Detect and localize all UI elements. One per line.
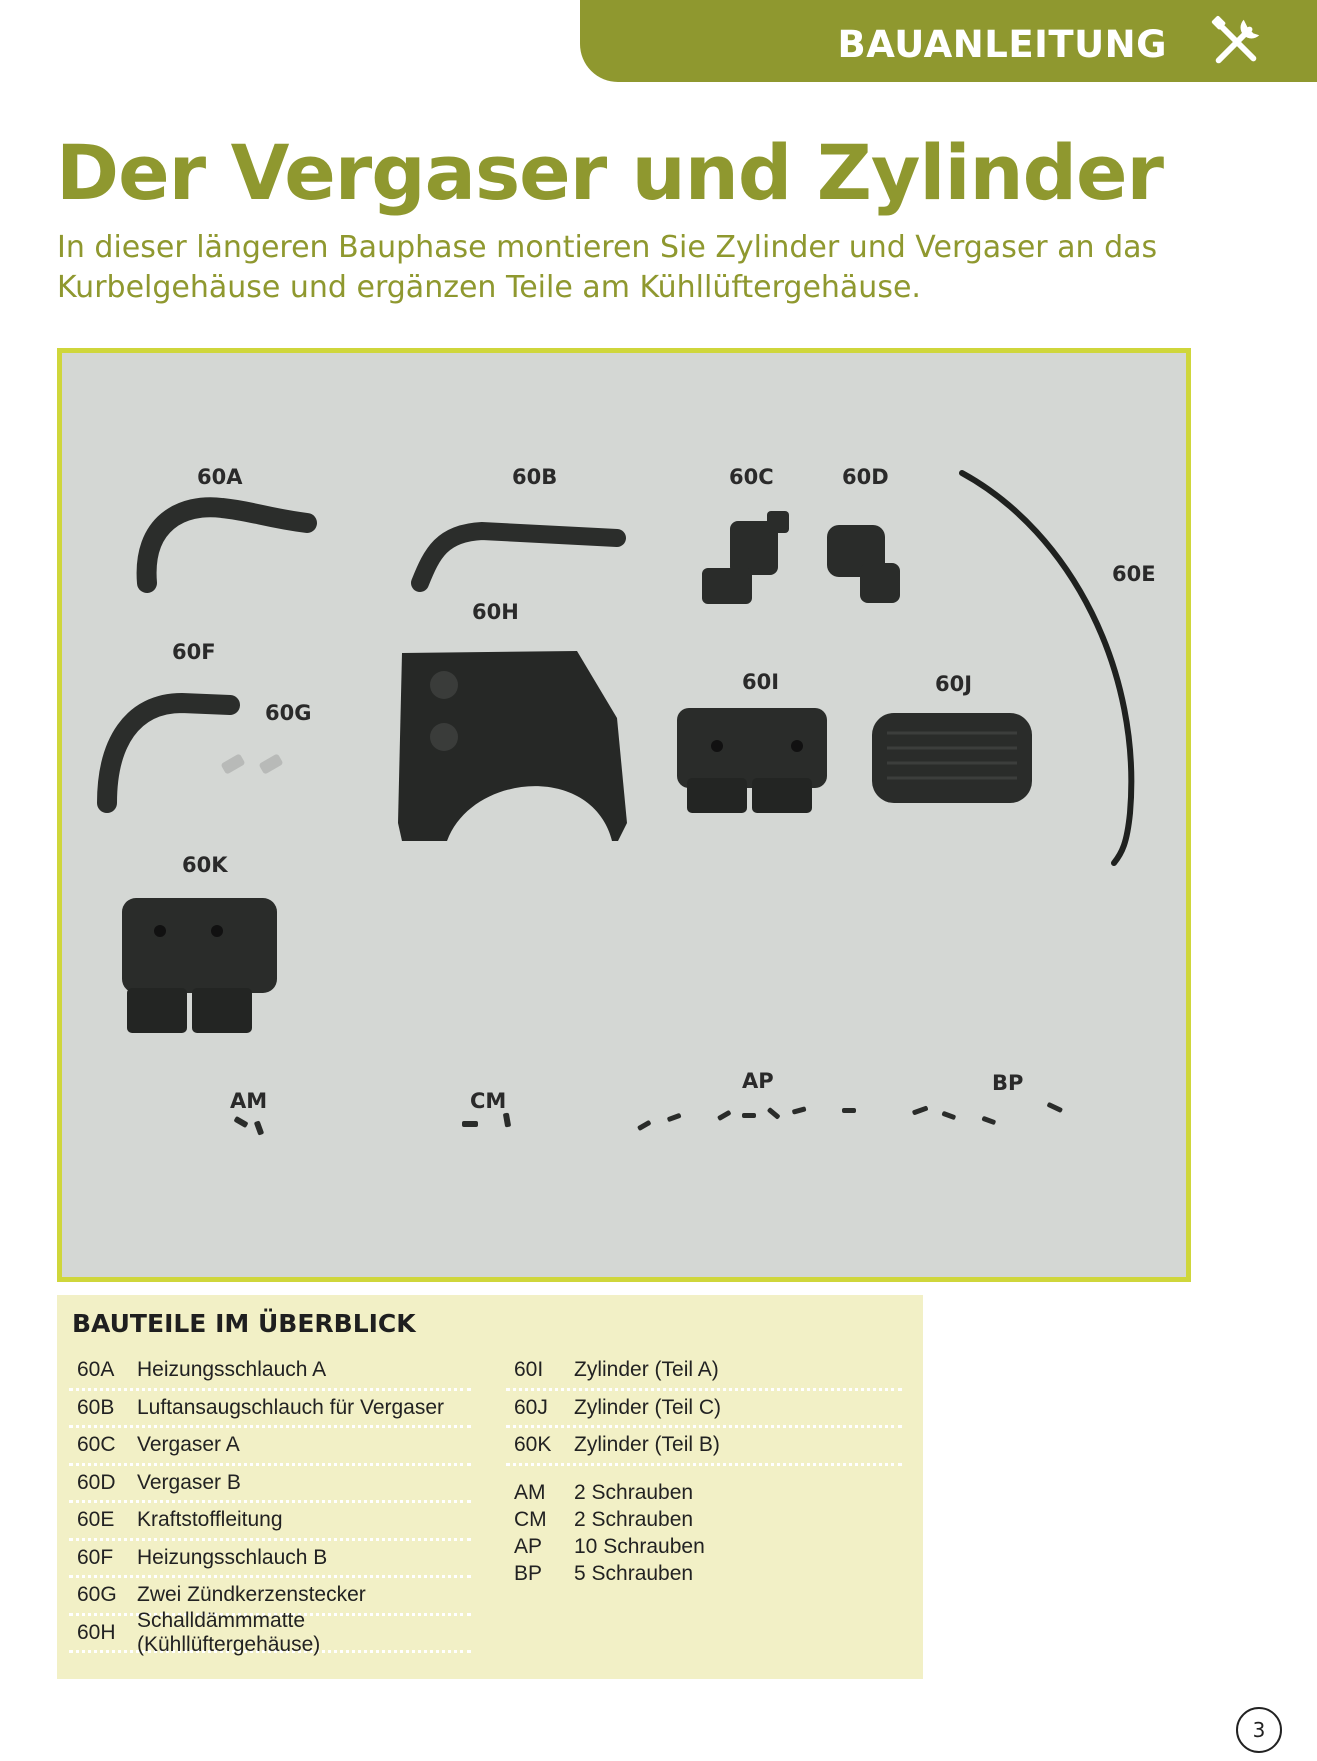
part-code: 60I [514, 1358, 544, 1382]
photo-label: 60F [172, 640, 216, 664]
screw-count: 10 Schrauben [574, 1535, 705, 1558]
part-row [506, 1391, 902, 1429]
photo-label: 60J [935, 672, 973, 696]
part-code: 60F [77, 1545, 114, 1569]
section-header-tab [580, 0, 1317, 82]
photo-label: 60I [742, 670, 780, 694]
parts-list-right [506, 1353, 902, 1588]
part-code: 60A [77, 1358, 115, 1382]
part-name: Vergaser A [137, 1433, 240, 1457]
part-row [69, 1466, 471, 1504]
photo-label: 60B [512, 465, 558, 489]
part-name: Zylinder (Teil B) [574, 1433, 720, 1457]
part-name: Zylinder (Teil A) [574, 1358, 719, 1382]
cylinder-60i [677, 708, 827, 813]
part-row [69, 1503, 471, 1541]
part-code: 60C [77, 1433, 116, 1457]
parts-photo [57, 348, 1191, 1282]
part-code: 60J [514, 1395, 548, 1419]
part-name: Schalldämmmatte (Kühllüftergehäuse) [137, 1608, 321, 1656]
part-name: Heizungsschlauch A [137, 1358, 327, 1382]
part-row [69, 1391, 471, 1429]
part-name: Zwei Zündkerzenstecker [137, 1583, 366, 1607]
screw-count: 5 Schrauben [574, 1562, 694, 1585]
part-code: 60E [77, 1508, 115, 1532]
part-row [506, 1353, 902, 1391]
parts-list-left [69, 1353, 471, 1656]
photo-label: CM [470, 1089, 507, 1113]
part-code: 60B [77, 1395, 115, 1419]
screw-count: 2 Schrauben [574, 1481, 694, 1504]
parts-heading: BAUTEILE IM ÜBERBLICK [72, 1309, 416, 1338]
part-row [69, 1541, 471, 1579]
part-row [506, 1428, 902, 1466]
page-number: 3 [1236, 1707, 1282, 1753]
part-row [69, 1353, 471, 1391]
part-code: 60H [77, 1620, 116, 1644]
photo-label: 60K [182, 853, 228, 877]
part-name: Kraftstoffleitung [137, 1508, 283, 1532]
parts-overview [57, 1295, 923, 1679]
part-name: Zylinder (Teil C) [574, 1395, 722, 1419]
photo-label: BP [992, 1071, 1024, 1095]
part-code: 60D [77, 1470, 116, 1494]
screw-list [506, 1480, 902, 1588]
screw-code: BP [514, 1562, 543, 1585]
screw-code: AP [514, 1535, 543, 1558]
part-row [69, 1608, 471, 1656]
parts-illustration [62, 353, 1186, 1277]
screw-code: AM [514, 1481, 546, 1504]
photo-label: 60H [472, 600, 519, 624]
part-name: Vergaser B [137, 1470, 241, 1494]
part-name: Heizungsschlauch B [137, 1545, 328, 1569]
screw-code: CM [514, 1508, 547, 1531]
photo-label: 60C [729, 465, 774, 489]
photo-label: 60E [1112, 562, 1156, 586]
photo-label: 60D [842, 465, 889, 489]
page-title: Der Vergaser und Zylinder [56, 128, 1164, 217]
section-label: BAUANLEITUNG [837, 23, 1167, 66]
screw-row [506, 1561, 902, 1588]
photo-label: 60A [197, 465, 243, 489]
part-name: Luftansaugschlauch für Vergaser [137, 1395, 445, 1419]
tools-icon [1207, 14, 1265, 72]
screw-row [506, 1507, 902, 1534]
photo-label: 60G [265, 701, 312, 725]
part-row [69, 1428, 471, 1466]
housing-60h [398, 651, 627, 841]
screw-count: 2 Schrauben [574, 1508, 694, 1531]
part-code: 60G [77, 1583, 117, 1607]
screw-row [506, 1534, 902, 1561]
part-code: 60K [514, 1433, 552, 1457]
photo-label: AM [230, 1089, 268, 1113]
photo-label: AP [742, 1069, 774, 1093]
cylinder-60j [872, 713, 1032, 803]
screw-row [506, 1480, 902, 1507]
page-subtitle: In dieser längeren Bauphase montieren Sie Zylinder und Vergaser an das Kurbelgehäuse und ergänzen Teile am Kühllüftergehäuse. [57, 230, 1158, 305]
